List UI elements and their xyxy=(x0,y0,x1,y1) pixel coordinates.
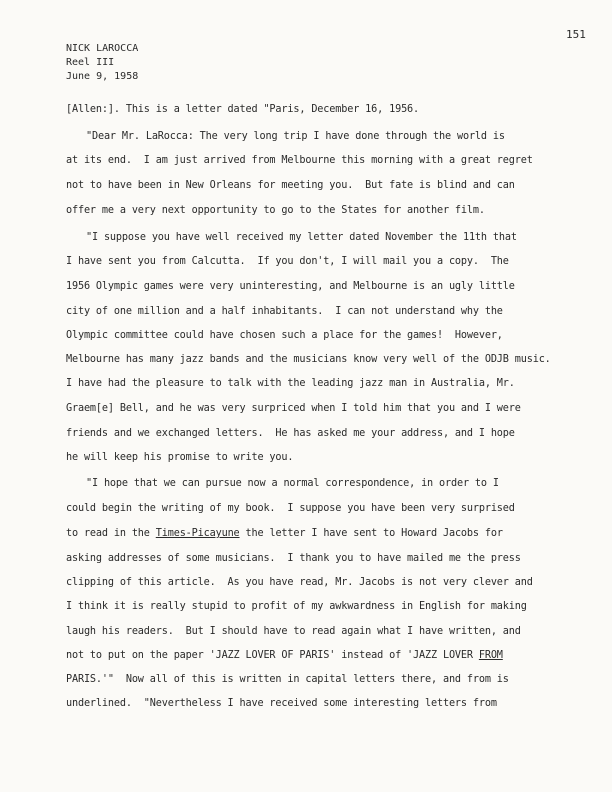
line-text: to read in the xyxy=(66,528,156,539)
line-text: not to put on the paper 'JAZZ LOVER OF PARIS' instead of 'JAZZ LOVER xyxy=(66,650,479,661)
page-number: 151 xyxy=(566,28,586,41)
text-line xyxy=(66,205,485,216)
text-line xyxy=(66,674,509,685)
line-text: "I suppose you have well received my letter dated November the 11th that xyxy=(86,232,517,243)
line-text: Melbourne has many jazz bands and the musicians know very well of the ODJB music. xyxy=(66,354,551,365)
line-text: I have had the pleasure to talk with the leading jazz man in Australia, Mr. xyxy=(66,378,515,389)
line-text: city of one million and a half inhabitants. I can not understand why the xyxy=(66,306,503,317)
line-text: he will keep his promise to write you. xyxy=(66,452,294,463)
underlined-text: Times-Picayune xyxy=(155,528,240,539)
line-text: asking addresses of some musicians. I thank you to have mailed me the press xyxy=(66,553,521,564)
text-line xyxy=(66,428,515,439)
text-line xyxy=(66,104,419,115)
line-text: friends and we exchanged letters. He has asked me your address, and I hope xyxy=(66,428,515,439)
text-line xyxy=(66,626,521,637)
line-text: [Allen:]. This is a letter dated "Paris, December 16, 1956. xyxy=(66,104,420,115)
text-line xyxy=(66,650,503,661)
line-text: I have sent you from Calcutta. If you don't, I will mail you a copy. The xyxy=(66,256,509,267)
line-text: Graem[e] Bell, and he was very surpriced when I told him that you and I were xyxy=(66,403,521,414)
text-line xyxy=(86,478,499,489)
text-line xyxy=(66,698,497,709)
interviewee-name: NICK LAROCCA xyxy=(66,43,139,54)
text-line xyxy=(66,330,503,341)
text-line xyxy=(66,378,515,389)
line-text: PARIS.'" Now all of this is written in capital letters there, and from is xyxy=(66,674,509,685)
line-text: clipping of this article. As you have read, Mr. Jacobs is not very clever and xyxy=(66,577,533,588)
text-line xyxy=(66,180,515,191)
underlined-text: FROM xyxy=(478,650,503,661)
text-line xyxy=(66,452,293,463)
line-text: could begin the writing of my book. I suppose you have been very surprised xyxy=(66,503,515,514)
line-text: the letter I have sent to Howard Jacobs for xyxy=(239,528,503,539)
text-line xyxy=(86,232,517,243)
line-text: "Dear Mr. LaRocca: The very long trip I have done through the world is xyxy=(86,131,505,142)
text-line xyxy=(66,528,503,539)
line-text: at its end. I am just arrived from Melbourne this morning with a great regret xyxy=(66,155,533,166)
text-line xyxy=(66,601,527,612)
line-text: Olympic committee could have chosen such a place for the games! However, xyxy=(66,330,503,341)
text-line xyxy=(66,553,521,564)
line-text: underlined. "Nevertheless I have received some interesting letters from xyxy=(66,698,497,709)
line-text: laugh his readers. But I should have to read again what I have written, and xyxy=(66,626,521,637)
line-text: "I hope that we can pursue now a normal correspondence, in order to I xyxy=(86,478,499,489)
text-line xyxy=(66,577,533,588)
text-line xyxy=(66,281,515,292)
text-line xyxy=(86,131,505,142)
text-line xyxy=(66,403,521,414)
line-text: not to have been in New Orleans for meeting you. But fate is blind and can xyxy=(66,180,515,191)
text-line xyxy=(66,256,509,267)
reel-number: Reel III xyxy=(66,57,115,68)
line-text: I think it is really stupid to profit of my awkwardness in English for making xyxy=(66,601,527,612)
interview-date: June 9, 1958 xyxy=(66,71,139,82)
text-line xyxy=(66,155,533,166)
line-text: 1956 Olympic games were very uninteresting, and Melbourne is an ugly little xyxy=(66,281,515,292)
text-line xyxy=(66,503,515,514)
text-line xyxy=(66,354,551,365)
text-line xyxy=(66,306,503,317)
transcript-header xyxy=(66,42,138,84)
line-text: offer me a very next opportunity to go to the States for another film. xyxy=(66,205,485,216)
